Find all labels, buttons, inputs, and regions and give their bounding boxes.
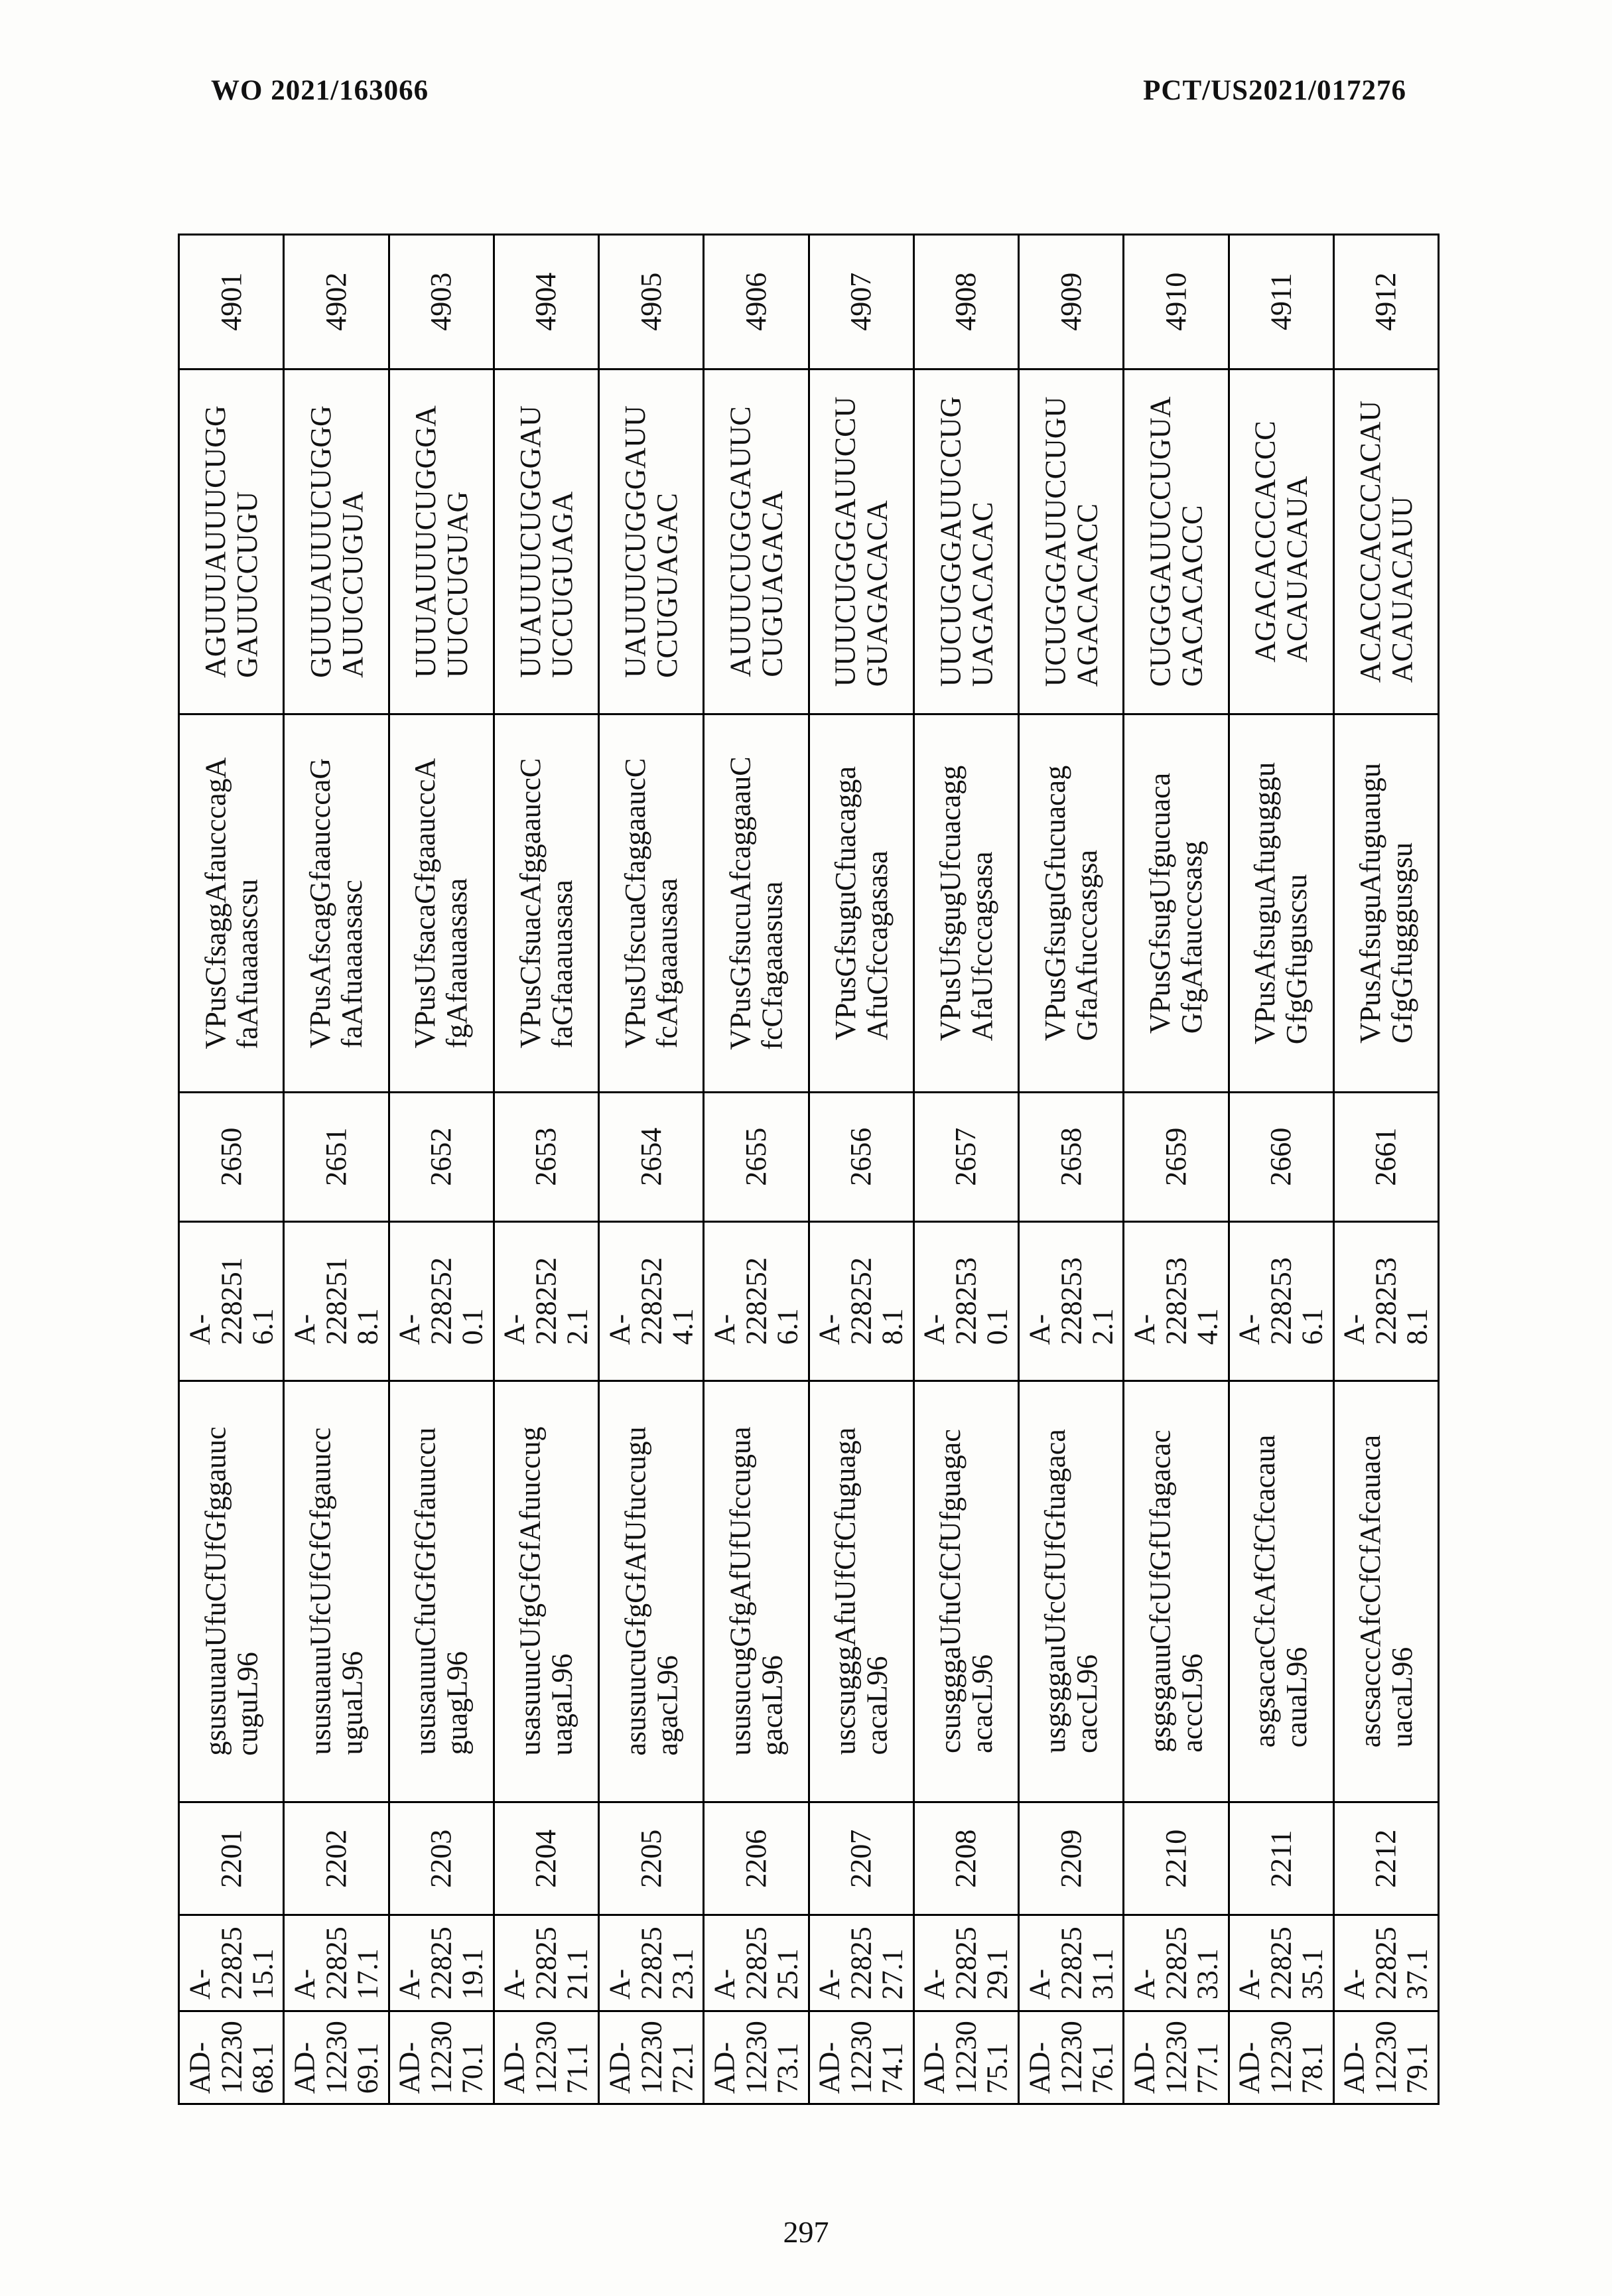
sense-seqid-cell-text: 2210 — [1160, 1829, 1193, 1888]
duplex-name-cell-text: AD- 12230 77.1 — [1128, 2021, 1224, 2094]
sense-name-cell-text: A- 22825 27.1 — [813, 1926, 909, 2000]
sense-sequence-cell — [285, 1380, 387, 1801]
sense-sequence-cell-text: asusuucuGfgGfAfUfuccugu agacL96 — [619, 1426, 683, 1757]
sense-sequence-cell — [180, 1380, 283, 1801]
antisense-seqid-cell — [600, 1091, 703, 1221]
antisense-seqid-cell — [1335, 1091, 1438, 1221]
duplex-name-cell-text: AD- 12230 69.1 — [288, 2021, 384, 2094]
antisense-seqid-cell-text: 2652 — [425, 1127, 458, 1186]
antisense-seqid-cell-text: 2660 — [1264, 1127, 1298, 1186]
sirna-sequence-table — [178, 234, 1440, 2105]
sense-name-cell-text: A- 22825 33.1 — [1128, 1926, 1224, 2000]
sense-seqid-cell — [1335, 1801, 1438, 1914]
sense-name-cell-text: A- 22825 37.1 — [1338, 1926, 1434, 2000]
antisense-name-cell-text: A- 228252 4.1 — [603, 1257, 699, 1345]
mrna-target-cell-text: UUUCUGGGAUUCCU GUAGACACA — [829, 396, 894, 687]
antisense-seqid-cell — [810, 1091, 913, 1221]
antisense-name-cell — [285, 1221, 387, 1380]
antisense-seqid-cell-text: 2661 — [1369, 1127, 1402, 1186]
mrna-target-cell-text: GUUUAUUUCUGGG AUUCCUGUA — [304, 405, 368, 678]
antisense-name-cell — [390, 1221, 493, 1380]
mrna-target-cell — [810, 368, 913, 713]
duplex-name-cell-text: AD- 12230 78.1 — [1233, 2021, 1329, 2094]
sense-sequence-cell — [600, 1380, 703, 1801]
antisense-name-cell-text: A- 228252 2.1 — [498, 1257, 594, 1345]
sense-seqid-cell-text: 2202 — [320, 1829, 353, 1888]
record-column — [1018, 236, 1122, 2103]
sense-sequence-cell-text: gsgsgauuCfcUfGfUfagacac acccL96 — [1144, 1430, 1208, 1753]
sense-name-cell — [1230, 1914, 1333, 2010]
mrna-seqid-cell-text: 4910 — [1160, 272, 1193, 331]
mrna-seqid-cell — [915, 236, 1018, 368]
mrna-target-cell — [180, 368, 283, 713]
sense-seqid-cell — [180, 1801, 283, 1914]
antisense-sequence-cell-text: VPusGfsugUfgucuaca GfgAfaucccsasg — [1144, 772, 1208, 1034]
record-column — [1228, 236, 1333, 2103]
antisense-sequence-cell — [915, 713, 1018, 1091]
antisense-name-cell — [810, 1221, 913, 1380]
record-column — [1122, 236, 1227, 2103]
mrna-seqid-cell — [810, 236, 913, 368]
mrna-seqid-cell — [180, 236, 283, 368]
mrna-target-cell — [1335, 368, 1438, 713]
mrna-seqid-cell-text: 4909 — [1054, 272, 1087, 331]
sense-sequence-cell-text: usgsggauUfcCfUfGfuagaca caccL96 — [1039, 1429, 1103, 1754]
antisense-name-cell — [180, 1221, 283, 1380]
duplex-name-cell — [1230, 2010, 1333, 2103]
duplex-name-cell-text: AD- 12230 68.1 — [183, 2021, 279, 2094]
antisense-seqid-cell-text: 2650 — [214, 1127, 247, 1186]
record-column — [388, 236, 493, 2103]
record-column — [180, 236, 283, 2103]
mrna-target-cell — [285, 368, 387, 713]
record-column — [913, 236, 1018, 2103]
antisense-sequence-cell — [180, 713, 283, 1091]
mrna-seqid-cell — [1020, 236, 1122, 368]
record-column — [1333, 236, 1438, 2103]
duplex-name-cell-text: AD- 12230 75.1 — [918, 2021, 1014, 2094]
antisense-seqid-cell — [390, 1091, 493, 1221]
sense-sequence-cell — [390, 1380, 493, 1801]
mrna-target-cell — [1230, 368, 1333, 713]
antisense-name-cell-text: A- 228252 8.1 — [813, 1257, 909, 1345]
sense-sequence-cell — [915, 1380, 1018, 1801]
sense-seqid-cell-text: 2204 — [529, 1829, 563, 1888]
mrna-target-cell — [1020, 368, 1122, 713]
sense-sequence-cell — [1230, 1380, 1333, 1801]
sense-seqid-cell — [285, 1801, 387, 1914]
sense-name-cell — [285, 1914, 387, 2010]
antisense-seqid-cell — [915, 1091, 1018, 1221]
duplex-name-cell — [285, 2010, 387, 2103]
sense-sequence-cell — [1020, 1380, 1122, 1801]
mrna-target-cell — [600, 368, 703, 713]
sense-seqid-cell — [1124, 1801, 1227, 1914]
antisense-seqid-cell-text: 2659 — [1160, 1127, 1193, 1186]
antisense-name-cell-text: A- 228251 6.1 — [183, 1257, 279, 1345]
duplex-name-cell — [495, 2010, 598, 2103]
mrna-seqid-cell-text: 4906 — [740, 272, 773, 331]
antisense-seqid-cell-text: 2653 — [529, 1127, 563, 1186]
antisense-seqid-cell — [1230, 1091, 1333, 1221]
sense-name-cell-text: A- 22825 29.1 — [918, 1926, 1014, 2000]
mrna-target-cell — [495, 368, 598, 713]
antisense-name-cell-text: A- 228253 0.1 — [918, 1257, 1014, 1345]
antisense-name-cell — [915, 1221, 1018, 1380]
sense-sequence-cell-text: ususauuuCfuGfGfGfauuccu guagL96 — [409, 1428, 474, 1755]
record-column — [808, 236, 913, 2103]
sense-seqid-cell — [705, 1801, 807, 1914]
sense-seqid-cell — [495, 1801, 598, 1914]
sense-seqid-cell-text: 2201 — [214, 1829, 247, 1888]
duplex-name-cell-text: AD- 12230 71.1 — [498, 2021, 594, 2094]
antisense-sequence-cell-text: VPusAfsuguAfuguaugu GfgGfugggusgsu — [1353, 763, 1418, 1044]
antisense-name-cell-text: A- 228253 6.1 — [1233, 1257, 1329, 1345]
antisense-name-cell — [705, 1221, 807, 1380]
antisense-seqid-cell — [1124, 1091, 1227, 1221]
sense-name-cell — [1335, 1914, 1438, 2010]
sense-name-cell — [180, 1914, 283, 2010]
sense-name-cell — [1020, 1914, 1122, 2010]
mrna-target-cell-text: UAUUUCUGGGAUU CCUGUAGAC — [619, 405, 683, 678]
sense-sequence-cell-text: asgsacacCfcAfCfCfcacaua cauaL96 — [1248, 1435, 1313, 1748]
sense-seqid-cell-text: 2209 — [1054, 1829, 1087, 1888]
mrna-target-cell — [390, 368, 493, 713]
antisense-sequence-cell — [1230, 713, 1333, 1091]
antisense-sequence-cell — [1335, 713, 1438, 1091]
mrna-target-cell-text: AGACACCCACCC ACAUACAUA — [1248, 421, 1313, 663]
duplex-name-cell — [810, 2010, 913, 2103]
antisense-sequence-cell-text: VPusUfscuaCfaggaaucC fcAfgaaausasa — [619, 758, 683, 1049]
sense-name-cell — [1124, 1914, 1227, 2010]
sense-name-cell-text: A- 22825 25.1 — [708, 1926, 804, 2000]
sense-seqid-cell-text: 2207 — [844, 1829, 878, 1888]
antisense-name-cell — [1230, 1221, 1333, 1380]
antisense-name-cell — [600, 1221, 703, 1380]
sense-name-cell-text: A- 22825 23.1 — [603, 1926, 699, 2000]
sense-name-cell — [915, 1914, 1018, 2010]
sense-sequence-cell — [810, 1380, 913, 1801]
duplex-name-cell-text: AD- 12230 74.1 — [813, 2021, 909, 2094]
mrna-seqid-cell-text: 4912 — [1369, 272, 1402, 331]
mrna-target-cell-text: UCUGGGAUUCCUGU AGACACACC — [1039, 396, 1103, 687]
mrna-seqid-cell — [705, 236, 807, 368]
antisense-seqid-cell-text: 2658 — [1054, 1127, 1087, 1186]
antisense-name-cell-text: A- 228252 6.1 — [708, 1257, 804, 1345]
sense-sequence-cell-text: usasuuucUfgGfGfAfuuccug uagaL96 — [513, 1426, 578, 1757]
sense-seqid-cell-text: 2208 — [949, 1829, 982, 1888]
sense-seqid-cell-text: 2203 — [425, 1829, 458, 1888]
duplex-name-cell-text: AD- 12230 76.1 — [1023, 2021, 1119, 2094]
sense-name-cell-text: A- 22825 19.1 — [393, 1926, 489, 2000]
sense-name-cell — [705, 1914, 807, 2010]
antisense-sequence-cell-text: VPusUfsgugUfcuacagg AfaUfcccagsasa — [933, 765, 998, 1042]
mrna-target-cell-text: UUUAUUUCUGGGA UUCCUGUAG — [409, 405, 474, 678]
duplex-name-cell — [1124, 2010, 1227, 2103]
mrna-seqid-cell — [495, 236, 598, 368]
duplex-name-cell — [705, 2010, 807, 2103]
sense-sequence-cell-text: csusgggaUfuCfCfUfguagac acacL96 — [933, 1429, 998, 1754]
publication-number: WO 2021/163066 — [211, 75, 429, 106]
mrna-seqid-cell-text: 4904 — [529, 272, 563, 331]
sense-seqid-cell — [1230, 1801, 1333, 1914]
antisense-sequence-cell-text: VPusAfscagGfaaucccaG faAfuaaaasasc — [304, 758, 368, 1049]
duplex-name-cell — [1335, 2010, 1438, 2103]
antisense-sequence-cell — [1124, 713, 1227, 1091]
sense-sequence-cell — [1335, 1380, 1438, 1801]
sense-seqid-cell-text: 2212 — [1369, 1829, 1402, 1888]
mrna-seqid-cell-text: 4903 — [425, 272, 458, 331]
sense-name-cell-text: A- 22825 17.1 — [288, 1926, 384, 2000]
antisense-seqid-cell-text: 2654 — [634, 1127, 667, 1186]
mrna-seqid-cell — [1230, 236, 1333, 368]
antisense-seqid-cell-text: 2657 — [949, 1127, 982, 1186]
duplex-name-cell — [600, 2010, 703, 2103]
sense-sequence-cell-text: uscsugggAfuUfCfCfuguaga cacaL96 — [829, 1428, 894, 1755]
duplex-name-cell-text: AD- 12230 79.1 — [1338, 2021, 1434, 2094]
antisense-name-cell — [1335, 1221, 1438, 1380]
record-column — [598, 236, 703, 2103]
mrna-target-cell-text: AUUUCUGGGAUUC CUGUAGACA — [724, 406, 788, 677]
antisense-name-cell-text: A- 228252 0.1 — [393, 1257, 489, 1345]
antisense-seqid-cell — [705, 1091, 807, 1221]
sense-seqid-cell — [1020, 1801, 1122, 1914]
sense-seqid-cell — [390, 1801, 493, 1914]
duplex-name-cell-text: AD- 12230 73.1 — [708, 2021, 804, 2094]
sense-name-cell-text: A- 22825 31.1 — [1023, 1926, 1119, 2000]
sense-sequence-cell-text: ascsacccAfcCfCfAfcauaca uacaL96 — [1353, 1435, 1418, 1748]
antisense-sequence-cell-text: VPusGfsuguGfucuacag GfaAfucccasgsa — [1039, 765, 1103, 1042]
mrna-seqid-cell-text: 4905 — [634, 272, 667, 331]
antisense-seqid-cell-text: 2651 — [320, 1127, 353, 1186]
record-column — [283, 236, 387, 2103]
antisense-sequence-cell-text: VPusCfsaggAfaucccagA faAfuaaaascsu — [199, 757, 263, 1049]
sense-sequence-cell-text: ususucugGfgAfUfUfccugua gacaL96 — [724, 1426, 788, 1757]
antisense-sequence-cell-text: VPusCfsuacAfggaauccC faGfaaauasasa — [513, 758, 578, 1049]
sense-sequence-cell-text: gsusuuauUfuCfUfGfggauuc cuguL96 — [199, 1426, 263, 1757]
mrna-target-cell — [915, 368, 1018, 713]
antisense-name-cell — [495, 1221, 598, 1380]
mrna-seqid-cell-text: 4901 — [214, 272, 247, 331]
application-number: PCT/US2021/017276 — [1143, 75, 1406, 106]
antisense-name-cell-text: A- 228253 2.1 — [1023, 1257, 1119, 1345]
sense-sequence-cell — [495, 1380, 598, 1801]
mrna-seqid-cell-text: 4902 — [320, 272, 353, 331]
mrna-seqid-cell — [1124, 236, 1227, 368]
duplex-name-cell — [390, 2010, 493, 2103]
sense-sequence-cell — [705, 1380, 807, 1801]
antisense-seqid-cell — [1020, 1091, 1122, 1221]
mrna-seqid-cell — [1335, 236, 1438, 368]
sense-name-cell — [495, 1914, 598, 2010]
sense-seqid-cell-text: 2206 — [740, 1829, 773, 1888]
duplex-name-cell-text: AD- 12230 72.1 — [603, 2021, 699, 2094]
mrna-target-cell-text: UUAUUUCUGGGAU UCCUGUAGA — [513, 405, 578, 678]
antisense-sequence-cell-text: VPusGfsucuAfcaggaauC fcCfagaaasusa — [724, 756, 788, 1050]
record-column — [493, 236, 598, 2103]
mrna-seqid-cell-text: 4911 — [1264, 273, 1298, 331]
sense-name-cell-text: A- 22825 15.1 — [183, 1926, 279, 2000]
antisense-sequence-cell — [600, 713, 703, 1091]
mrna-target-cell-text: CUGGGAUUCCUGUA GACACACCC — [1144, 396, 1208, 687]
antisense-sequence-cell — [390, 713, 493, 1091]
antisense-name-cell-text: A- 228251 8.1 — [288, 1257, 384, 1345]
mrna-target-cell-text: ACACCCACCCACAU ACAUACAUU — [1353, 400, 1418, 683]
mrna-seqid-cell — [390, 236, 493, 368]
sense-sequence-cell-text: ususuauuUfcUfGfGfgauucc uguaL96 — [304, 1428, 368, 1755]
sense-name-cell-text: A- 22825 21.1 — [498, 1926, 594, 2000]
antisense-seqid-cell — [285, 1091, 387, 1221]
mrna-seqid-cell-text: 4907 — [844, 272, 878, 331]
sense-seqid-cell — [600, 1801, 703, 1914]
antisense-name-cell-text: A- 228253 4.1 — [1128, 1257, 1224, 1345]
page-number: 297 — [783, 2215, 829, 2249]
mrna-seqid-cell — [600, 236, 703, 368]
antisense-name-cell — [1020, 1221, 1122, 1380]
sense-name-cell-text: A- 22825 35.1 — [1233, 1926, 1329, 2000]
antisense-sequence-cell — [810, 713, 913, 1091]
record-column — [703, 236, 807, 2103]
duplex-name-cell — [915, 2010, 1018, 2103]
antisense-seqid-cell-text: 2655 — [740, 1127, 773, 1186]
mrna-target-cell-text: UUCUGGGAUUCCUG UAGACACAC — [933, 396, 998, 687]
duplex-name-cell — [180, 2010, 283, 2103]
mrna-target-cell — [1124, 368, 1227, 713]
antisense-name-cell-text: A- 228253 8.1 — [1338, 1257, 1434, 1345]
sense-sequence-cell — [1124, 1380, 1227, 1801]
sense-name-cell — [390, 1914, 493, 2010]
sense-seqid-cell-text: 2205 — [634, 1829, 667, 1888]
antisense-sequence-cell-text: VPusUfsacaGfgaaucccA fgAfaauaasasa — [409, 758, 474, 1049]
mrna-seqid-cell-text: 4908 — [949, 272, 982, 331]
mrna-target-cell-text: AGUUUAUUUCUGG GAUUCCUGU — [199, 405, 263, 678]
antisense-sequence-cell — [495, 713, 598, 1091]
sense-seqid-cell — [915, 1801, 1018, 1914]
mrna-target-cell — [705, 368, 807, 713]
sense-name-cell — [600, 1914, 703, 2010]
antisense-seqid-cell-text: 2656 — [844, 1127, 878, 1186]
antisense-sequence-cell — [1020, 713, 1122, 1091]
duplex-name-cell-text: AD- 12230 70.1 — [393, 2021, 489, 2094]
antisense-seqid-cell — [180, 1091, 283, 1221]
sense-seqid-cell — [810, 1801, 913, 1914]
antisense-seqid-cell — [495, 1091, 598, 1221]
duplex-name-cell — [1020, 2010, 1122, 2103]
antisense-sequence-cell-text: VPusGfsuguCfuacagga AfuCfccagasasa — [829, 766, 894, 1041]
antisense-sequence-cell — [705, 713, 807, 1091]
sense-name-cell — [810, 1914, 913, 2010]
sense-seqid-cell-text: 2211 — [1264, 1830, 1298, 1887]
antisense-sequence-cell-text: VPusAfsuguAfugugggu GfgGfuguscsu — [1248, 762, 1313, 1045]
mrna-seqid-cell — [285, 236, 387, 368]
antisense-sequence-cell — [285, 713, 387, 1091]
antisense-name-cell — [1124, 1221, 1227, 1380]
